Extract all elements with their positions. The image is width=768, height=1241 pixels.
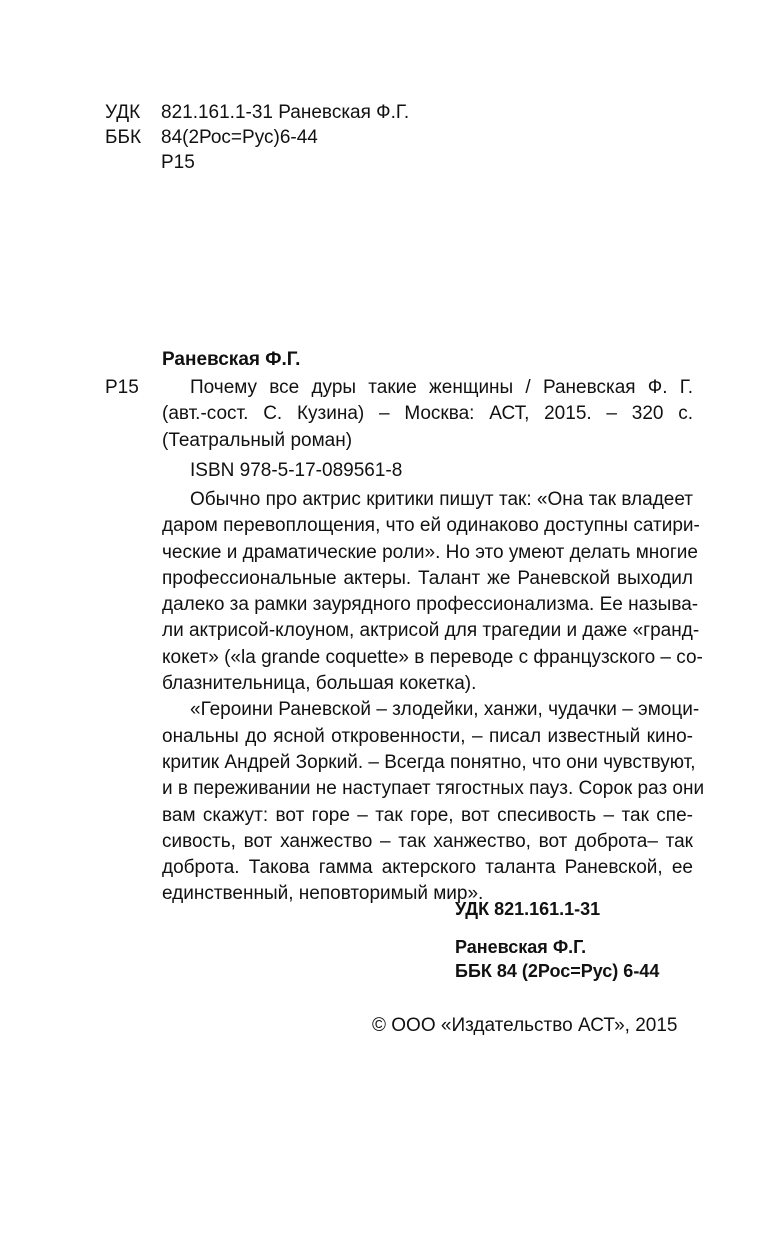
annotation-line: ческие и драматические роли». Но это умеют делать многие xyxy=(162,541,698,563)
bbk-value: 84(2Рос=Рус)6-44 xyxy=(161,127,318,148)
annotation-line: вам скажут: вот горе – так горе, вот спесивость – так спе- xyxy=(162,804,693,826)
isbn: ISBN 978-5-17-089561-8 xyxy=(190,459,403,481)
record-author: Раневская Ф.Г. xyxy=(162,349,301,370)
description-line: Почему все дуры такие женщины / Раневская Ф. Г. xyxy=(190,377,693,398)
annotation-line: единственный, неповторимый мир». xyxy=(162,883,484,905)
annotation-line: ли актрисой-клоуном, актрисой для трагедии и даже «гранд- xyxy=(162,620,700,642)
annotation-line: критик Андрей Зоркий. – Всегда понятно, что они чувствуют, xyxy=(162,751,696,773)
annotation-line: блазнительница, большая кокетка). xyxy=(162,673,477,695)
bbk-line xyxy=(105,125,318,151)
record-mark: Р15 xyxy=(105,377,139,398)
footer-author: Раневская Ф.Г. xyxy=(455,937,587,957)
annotation-line: далеко за рамки заурядного профессионализма. Ее называ- xyxy=(162,594,699,616)
bbk-label: ББК xyxy=(105,127,142,148)
annotation xyxy=(162,487,705,908)
annotation-line: профессиональные актеры. Талант же Раневской выходил xyxy=(162,567,693,589)
description-line: (авт.-сост. С. Кузина) – Москва: АСТ, 2015. – 320 с. xyxy=(162,403,693,425)
annotation-line: доброта. Такова гамма актерского таланта Раневской, ее xyxy=(162,857,693,879)
udk-value: 821.161.1-31 Раневская Ф.Г. xyxy=(161,102,410,123)
footer-udk: УДК 821.161.1-31 xyxy=(455,899,601,919)
footer-bbk: ББК 84 (2Рос=Рус) 6-44 xyxy=(455,961,660,981)
bibliographic-description xyxy=(162,375,693,484)
annotation-line: Обычно про актрис критики пишут так: «Она так владеет xyxy=(190,489,693,510)
copyright: © ООО «Издательство АСТ», 2015 xyxy=(372,1015,678,1036)
annotation-line: даром перевоплощения, что ей одинаково доступны сатири- xyxy=(162,515,700,537)
annotation-line: и в переживании не наступает тягостных пауз. Сорок раз они xyxy=(162,778,705,800)
annotation-line: кокет» («la grande coquette» в переводе с французского – со- xyxy=(162,646,703,668)
udk-label: УДК xyxy=(105,102,141,123)
annotation-line: «Героини Раневской – злодейки, ханжи, чудачки – эмоци- xyxy=(190,699,700,721)
annotation-line: сивость, вот ханжество – так ханжество, вот доброта– так xyxy=(162,830,693,852)
udk-line xyxy=(105,100,409,126)
annotation-line: ональны до ясной откровенности, – писал известный кино- xyxy=(162,725,693,747)
author-mark: Р15 xyxy=(161,152,195,173)
description-line: (Театральный роман) xyxy=(162,429,353,451)
